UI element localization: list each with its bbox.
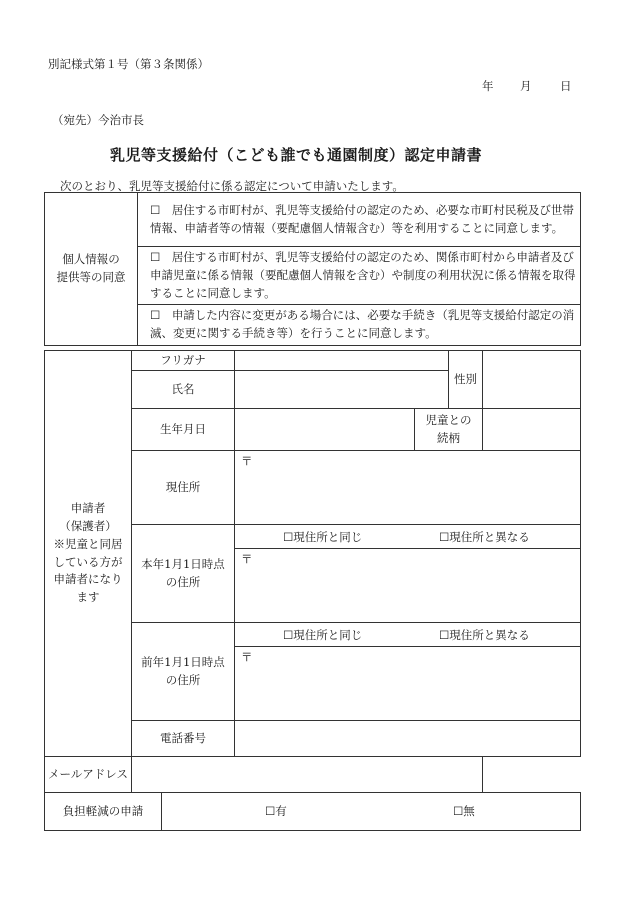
consent-item-3[interactable]: ☐ 申請した内容に変更がある場合には、必要な手続き（乳児等支援給付認定の消滅、変更に関する手続き等）を行うことに同意します。 [138, 305, 581, 346]
different-from-current-checkbox[interactable]: ☐現住所と異なる [439, 628, 530, 642]
same-as-current-checkbox[interactable]: ☐現住所と同じ [283, 628, 363, 642]
intro-text: 次のとおり、乳児等支援給付に係る認定について申請いたします。 [60, 179, 404, 193]
phone-label: 電話番号 [132, 721, 235, 757]
consent-label: 個人情報の 提供等の同意 [45, 193, 138, 346]
postal-mark: 〒 [241, 650, 253, 664]
postal-mark: 〒 [241, 454, 253, 468]
applicant-table [44, 350, 581, 793]
applicant-label: 申請者 （保護者） ※児童と同居 している方が 申請者になり ます [45, 351, 132, 757]
different-from-current-checkbox[interactable]: ☐現住所と異なる [439, 530, 530, 544]
date-day: 日 [560, 79, 572, 93]
name-input[interactable] [235, 371, 449, 409]
address-this-year-label: 本年1月1日時点 の住所 [132, 525, 235, 623]
email-input[interactable] [132, 757, 483, 793]
phone-input[interactable] [235, 721, 581, 757]
furigana-label: フリガナ [132, 351, 235, 371]
consent-item-2[interactable]: ☐ 居住する市町村が、乳児等支援給付の認定のため、関係市町村から申請者及び申請児童に係る情報（要配慮個人情報を含む）や制度の利用状況に係る情報を取得することに同意します。 [138, 247, 581, 305]
relation-input[interactable] [483, 409, 581, 451]
same-as-current-checkbox[interactable]: ☐現住所と同じ [283, 530, 363, 544]
burden-reduction-label: 負担軽減の申請 [45, 793, 162, 831]
consent-table [44, 192, 581, 346]
address-this-year-options [235, 525, 581, 549]
checkbox-icon[interactable]: ☐ [150, 202, 161, 217]
burden-reduction-table [44, 792, 581, 831]
date-year: 年 [482, 79, 494, 93]
gender-input[interactable] [483, 351, 581, 409]
birthdate-input[interactable] [235, 409, 415, 451]
furigana-input[interactable] [235, 351, 449, 371]
birthdate-label: 生年月日 [132, 409, 235, 451]
address-this-year-input[interactable] [235, 549, 581, 623]
date-month: 月 [520, 79, 532, 93]
gender-label: 性別 [449, 351, 483, 409]
burden-no-checkbox[interactable]: ☐無 [453, 804, 475, 818]
postal-mark: 〒 [241, 552, 253, 566]
relation-label: 児童との 続柄 [415, 409, 483, 451]
current-address-input[interactable] [235, 451, 581, 525]
address-last-year-options [235, 623, 581, 647]
checkbox-icon[interactable]: ☐ [150, 308, 161, 323]
form-number: 別記様式第１号（第３条関係） [48, 57, 209, 71]
consent-item-1[interactable]: ☐ 居住する市町村が、乳児等支援給付の認定のため、必要な市町村民税及び世帯情報、申請者等の情報（要配慮個人情報含む）等を利用することに同意します。 [138, 193, 581, 247]
email-label: メールアドレス [45, 757, 132, 793]
checkbox-icon[interactable]: ☐ [150, 250, 161, 264]
burden-yes-checkbox[interactable]: ☐有 [265, 804, 287, 818]
page-title: 乳児等支援給付（こども誰でも通園制度）認定申請書 [110, 146, 483, 164]
burden-reduction-options [162, 793, 581, 831]
name-label: 氏名 [132, 371, 235, 409]
address-last-year-label: 前年1月1日時点 の住所 [132, 623, 235, 721]
address-last-year-input[interactable] [235, 647, 581, 721]
addressee: （宛先）今治市長 [52, 113, 144, 127]
current-address-label: 現住所 [132, 451, 235, 525]
